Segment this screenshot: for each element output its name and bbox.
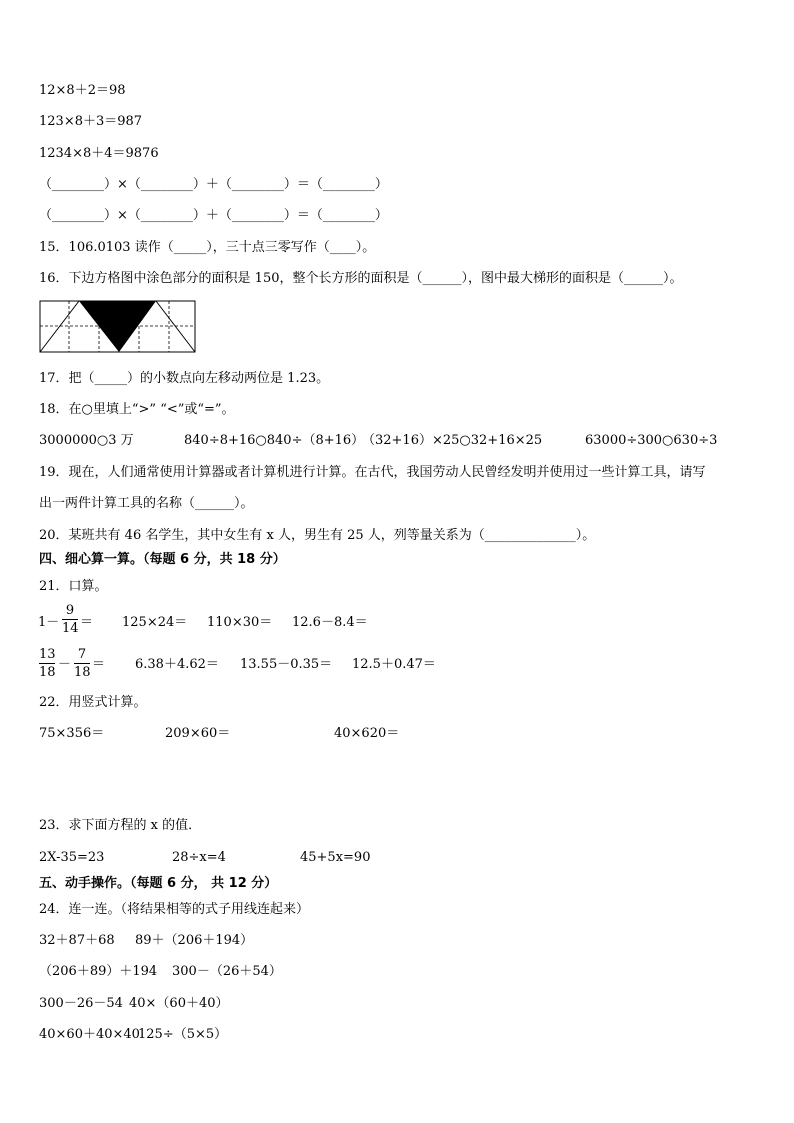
question-22-prompt: 22．用竖式计算。 (39, 695, 147, 710)
q21-row1-item-3: 12.6－8.4＝ (292, 615, 368, 630)
fraction-denominator: 14 (62, 621, 79, 636)
q21-row2-item-3: 12.5＋0.47＝ (352, 657, 436, 672)
q24-right-3: 40×（60＋40） (129, 996, 229, 1011)
fraction-numerator: 7 (77, 647, 87, 662)
q23-item-2: 28÷x=4 (172, 850, 226, 865)
question-21-prompt: 21．口算。 (39, 579, 108, 594)
section-4-heading: 四、细心算一算。（每题 6 分，共 18 分） (39, 552, 286, 567)
question-15: 15．106.0103 读作（_____），三十点三零写作（____）。 (39, 240, 376, 255)
q21-row2-fraction-1 (39, 647, 55, 680)
q24-left-4: 40×60＋40×40 (39, 1027, 140, 1042)
fraction-denominator: 18 (39, 665, 56, 680)
question-18-item-1: 3000000○3 万 (39, 433, 134, 448)
q21-row2-minus: － (58, 657, 72, 672)
q24-right-1: 89＋（206＋194） (135, 933, 254, 948)
rectangle-grid-figure (39, 300, 197, 354)
q21-row2-item-1: 6.38＋4.62＝ (135, 657, 219, 672)
fraction-numerator: 13 (39, 647, 56, 662)
question-17: 17．把（_____）的小数点向左移动两位是 1.23。 (39, 371, 330, 386)
question-18-item-4: 63000÷300○630÷3 (585, 433, 718, 448)
question-16: 16．下边方格图中涂色部分的面积是 150，整个长方形的面积是（______），图中最大梯形的面积是（______）。 (39, 271, 683, 286)
q24-left-3: 300－26－54 (39, 996, 123, 1011)
question-18-item-2: 840÷8+16○840÷（8+16） (184, 433, 365, 448)
q21-row2-item-2: 13.55－0.35＝ (240, 657, 333, 672)
q21-row1-fraction (62, 603, 78, 636)
q22-item-1: 75×356＝ (39, 726, 105, 741)
pattern-blank-row-1: （________）×（________）＋（________）＝（________） (39, 177, 388, 192)
q21-row1-suffix: ＝ (80, 615, 94, 630)
q22-item-2: 209×60＝ (165, 726, 231, 741)
pattern-line-3: 1234×8＋4＝9876 (39, 146, 159, 161)
question-18-item-3: （32+16）×25○32+16×25 (362, 433, 543, 448)
q24-right-2: 300－（26＋54） (172, 964, 282, 979)
question-19-line-1: 19．现在，人们通常使用计算器或者计算机进行计算。在古代，我国劳动人民曾经发明并使用过一些计算工具，请写 (39, 465, 706, 480)
q21-row2-suffix: ＝ (92, 657, 106, 672)
question-20: 20．某班共有 46 名学生，其中女生有 x 人，男生有 25 人，列等量关系为（______________）。 (39, 528, 596, 543)
question-24-prompt: 24．连一连。（将结果相等的式子用线连起来） (39, 902, 310, 917)
section-5-heading: 五、动手操作。（每题 6 分， 共 12 分） (39, 876, 278, 891)
fraction-denominator: 18 (74, 665, 91, 680)
question-19-line-2: 出一两件计算工具的名称（______）。 (39, 496, 254, 511)
pattern-line-2: 123×8＋3＝987 (39, 114, 143, 129)
question-18-prompt: 18．在○里填上“>” “<”或“=”。 (39, 402, 235, 417)
q21-row1-item-1: 125×24＝ (122, 615, 188, 630)
fraction-numerator: 9 (65, 603, 75, 618)
q24-left-2: （206＋89）＋194 (39, 964, 158, 979)
q22-item-3: 40×620＝ (334, 726, 400, 741)
shaded-triangle (79, 301, 156, 352)
q21-row1-prefix: 1－ (38, 615, 60, 630)
pattern-blank-row-2: （________）×（________）＋（________）＝（________） (39, 208, 388, 223)
q23-item-1: 2X-35=23 (39, 850, 105, 865)
q21-row1-item-2: 110×30＝ (207, 615, 273, 630)
question-23-prompt: 23．求下面方程的 x 的值． (39, 818, 202, 833)
q23-item-3: 45+5x=90 (300, 850, 371, 865)
pattern-line-1: 12×8＋2＝98 (39, 83, 126, 98)
q24-left-1: 32＋87＋68 (39, 933, 115, 948)
q24-right-4: 125÷（5×5） (138, 1027, 228, 1042)
q21-row2-fraction-2 (74, 647, 90, 680)
